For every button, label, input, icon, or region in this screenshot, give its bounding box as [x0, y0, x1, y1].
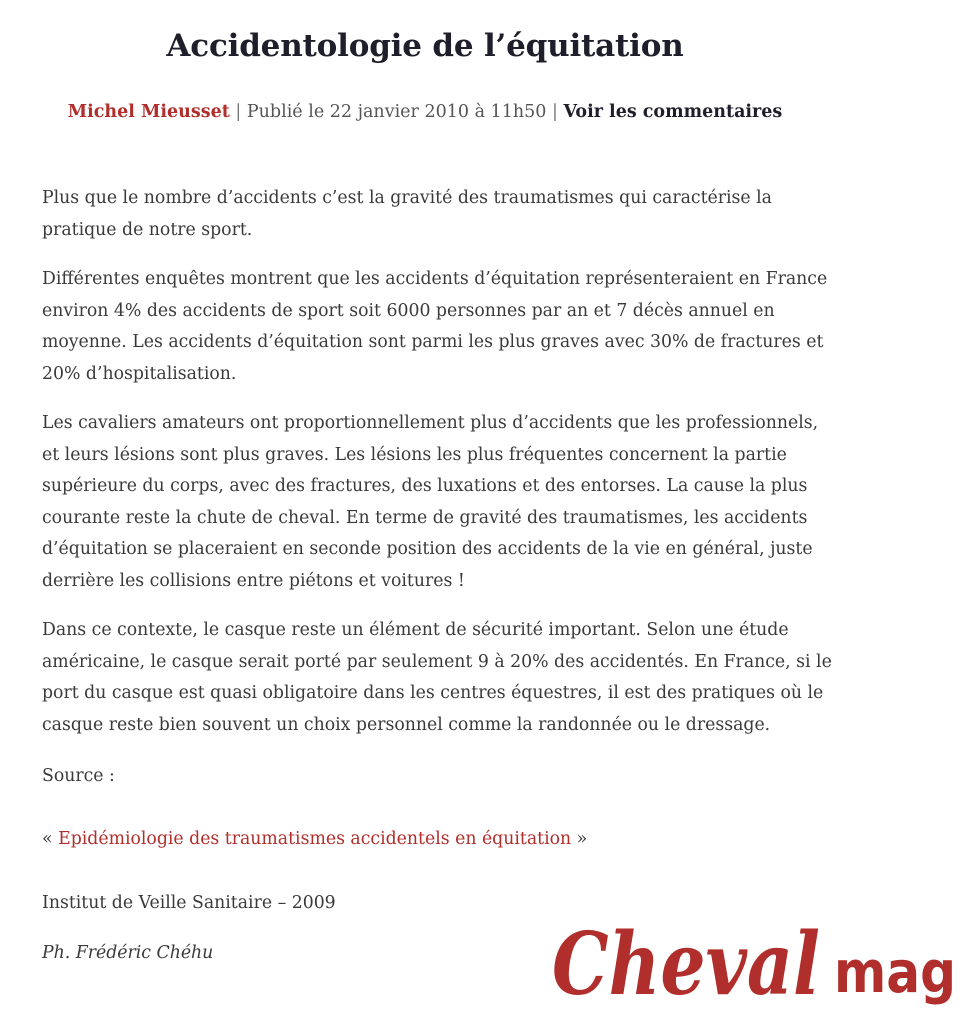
cheval-mag-logo	[552, 904, 962, 1014]
quote-close: »	[571, 829, 588, 849]
paragraph: Les cavaliers amateurs ont proportionnellement plus d’accidents que les professionnels, et leurs lésions sont plus graves. Les lésions les plus fréquentes concernent la partie supérieure du corps, avec des fractures, des luxations et des entorses. La cause la plus courante reste la chute de cheval. En terme de gravité des traumatismes, les accidents d’équitation se placeraient en seconde position des accidents de la vie en général, juste derrière les collisions entre piétons et voitures !	[42, 413, 819, 591]
author-link[interactable]: Michel Mieusset	[67, 102, 230, 122]
source-link[interactable]: Epidémiologie des traumatismes accidentels en équitation	[58, 829, 572, 849]
article-body	[42, 183, 832, 759]
photo-credit: Ph. Frédéric Chéhu	[42, 943, 214, 963]
paragraph: Différentes enquêtes montrent que les accidents d’équitation représenteraient en France environ 4% des accidents de sport soit 6000 personnes par an et 7 décès annuel en moyenne. Les accidents d’équitation sont parmi les plus graves avec 30% de fractures et 20% d’hospitalisation.	[42, 269, 828, 384]
logo-suffix-text: mag	[834, 938, 956, 1006]
source-citation	[42, 829, 587, 849]
paragraph: Plus que le nombre d’accidents c’est la gravité des traumatismes qui caractérise la pratique de notre sport.	[42, 188, 772, 240]
byline	[0, 102, 850, 122]
source-institute: Institut de Veille Sanitaire – 2009	[42, 893, 336, 913]
article-title: Accidentologie de l’équitation	[166, 28, 684, 64]
byline-separator: |	[551, 102, 558, 122]
quote-open: «	[42, 829, 59, 849]
source-label: Source :	[42, 766, 115, 786]
comments-link[interactable]: Voir les commentaires	[563, 102, 783, 122]
logo-main-text: Cheval	[552, 914, 820, 1014]
publish-date: Publié le 22 janvier 2010 à 11h50	[246, 102, 547, 122]
paragraph: Dans ce contexte, le casque reste un élément de sécurité important. Selon une étude américaine, le casque serait porté par seulement 9 à 20% des accidentés. En France, si le port du casque est quasi obligatoire dans les centres équestres, il est des pratiques où le casque reste bien souvent un choix personnel comme la randonnée ou le dressage.	[42, 620, 832, 735]
byline-separator: |	[235, 102, 242, 122]
